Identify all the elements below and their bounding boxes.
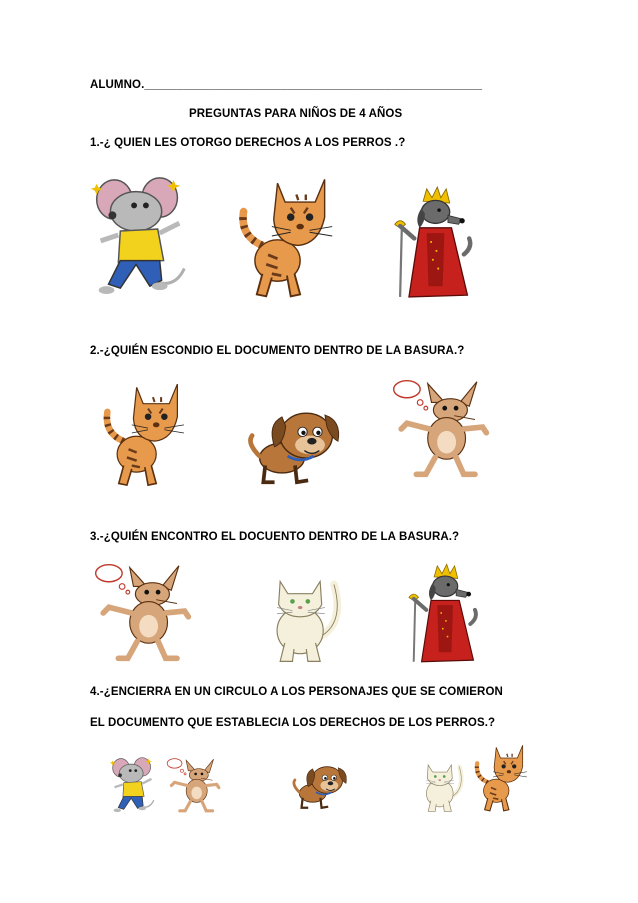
- mouse-icon: [104, 754, 162, 814]
- tabby-cat-icon: [234, 170, 338, 302]
- question-2-text: 2.-¿QUIÉN ESCONDIO EL DOCUMENTO DENTRO DE LA BASURA.?: [90, 345, 465, 357]
- puppy-icon: [244, 402, 348, 486]
- page-title: PREGUNTAS PARA NIÑOS DE 4 AÑOS: [189, 108, 403, 120]
- thinking-rat-icon: [90, 560, 194, 664]
- tabby-cat-icon: [470, 740, 532, 814]
- student-label: ALUMNO.: [90, 79, 145, 91]
- mouse-icon: [90, 170, 190, 298]
- puppy-icon: [290, 760, 352, 810]
- student-name-line: [90, 79, 482, 91]
- white-cat-icon: [412, 756, 472, 814]
- thinking-rat-icon: [388, 376, 492, 480]
- white-cat-icon: [252, 566, 356, 666]
- king-dog-icon: [390, 558, 494, 668]
- question-4-text-line-2: EL DOCUMENTO QUE ESTABLECIA LOS DERECHOS DE LOS PERROS.?: [90, 717, 496, 729]
- question-1-text: 1.-¿ QUIEN LES OTORGO DERECHOS A LOS PERROS .?: [90, 137, 406, 149]
- question-4-text-line-1: 4.-¿ENCIERRA EN UN CIRCULO A LOS PERSONAJES QUE SE COMIERON: [90, 686, 503, 698]
- thinking-rat-icon: [162, 756, 224, 814]
- tabby-cat-icon: [92, 376, 196, 490]
- student-name-blank: ____________________________________________________: [144, 79, 483, 91]
- question-3-text: 3.-¿QUIÉN ENCONTRO EL DOCUENTO DENTRO DE LA BASURA.?: [90, 531, 460, 543]
- king-dog-icon: [382, 180, 482, 304]
